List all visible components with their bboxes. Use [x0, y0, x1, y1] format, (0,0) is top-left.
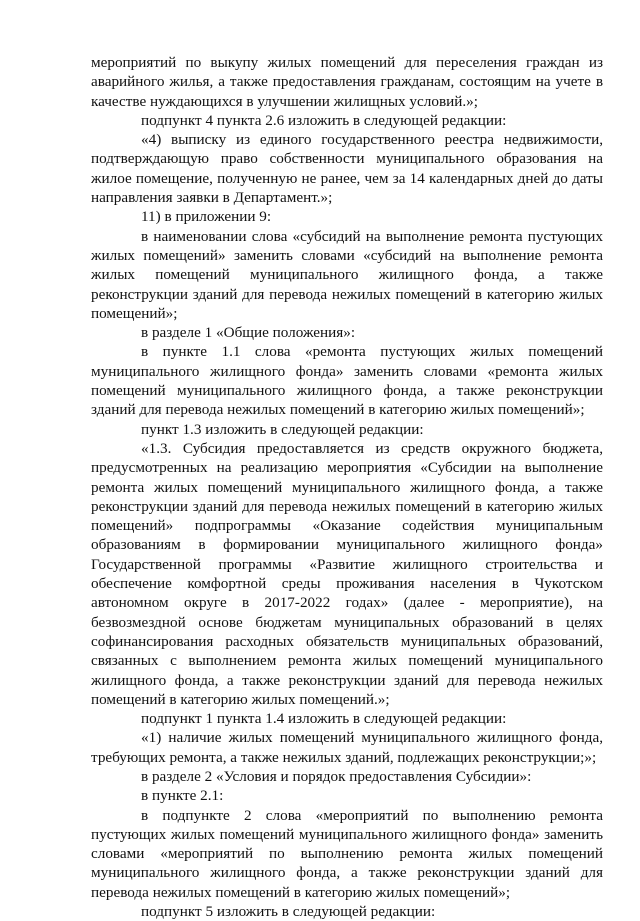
paragraph-1: мероприятий по выкупу жилых помещений для переселения граждан из аварийного жилья, а также предоставления гражданам, состоящим на учете в качестве нуждающихся в улучшении жилищных условий.»;: [91, 54, 603, 110]
document-body: [91, 53, 603, 921]
paragraph-4: 11) в приложении 9:: [141, 208, 272, 226]
paragraph-9: «1.3. Субсидия предоставляется из средств окружного бюджета, предусмотренных на реализацию мероприятия «Субсидии на выполнение ремонта жилых помещений муниципального жилищного фонда, а также реконструкции зданий для перевода нежилых помещений в категорию жилых помещений» подпрограммы «Оказание содействия муниципальным образованиям в формировании муниципального жилищного фонда» Государственной программы «Развитие жилищного строительства и обеспечение комфортной среды проживания населения в Чукотском автономном округе в 2017-2022 годах» (далее - мероприятие), на безвозмездной основе бюджетам муниципальных образований в целях софинансирования расходных обязательств муниципальных образований, связанных с выполнением ремонта жилых помещений муниципального жилищного фонда, а также реконструкции зданий для перевода нежилых помещений в категорию жилых помещений.»;: [91, 439, 603, 708]
paragraph-10: подпункт 1 пункта 1.4 изложить в следующей редакции:: [141, 710, 507, 728]
paragraph-14: в подпункте 2 слова «мероприятий по выполнению ремонта пустующих жилых помещений муниципального жилищного фонда» заменить словами «мероприятий по выполнению ремонта жилых помещений муниципального жилищного фонда, а также реконструкции зданий для перевода нежилых помещений в категорию жилых помещений»;: [91, 806, 603, 901]
paragraph-12: в разделе 2 «Условия и порядок предоставления Субсидии»:: [141, 767, 532, 785]
paragraph-11: «1) наличие жилых помещений муниципального жилищного фонда, требующих ремонта, а также нежилых зданий, подлежащих реконструкции;»;: [91, 729, 603, 766]
paragraph-15: подпункт 5 изложить в следующей редакции:: [141, 903, 436, 921]
paragraph-6: в разделе 1 «Общие положения»:: [141, 324, 356, 342]
paragraph-2: подпункт 4 пункта 2.6 изложить в следующей редакции:: [141, 111, 507, 129]
paragraph-3: «4) выписку из единого государственного реестра недвижимости, подтверждающую право собственности муниципального образования на жилое помещение, полученную не ранее, чем за 14 календарных дней до даты направления заявки в Департамент.»;: [91, 131, 603, 207]
paragraph-8: пункт 1.3 изложить в следующей редакции:: [141, 420, 424, 438]
paragraph-7: в пункте 1.1 слова «ремонта пустующих жилых помещений муниципального жилищного фонда» заменить словами «ремонта жилых помещений муниципального жилищного фонда, а также реконструкции зданий для перевода нежилых помещений в категорию жилых помещений»;: [91, 343, 603, 419]
paragraph-13: в пункте 2.1:: [141, 787, 224, 805]
paragraph-5: в наименовании слова «субсидий на выполнение ремонта пустующих жилых помещений» заменить словами «субсидий на выполнение ремонта жилых помещений муниципального жилищного фонда, а также реконструкции зданий для перевода нежилых помещений в категорию жилых помещений»;: [91, 227, 603, 322]
